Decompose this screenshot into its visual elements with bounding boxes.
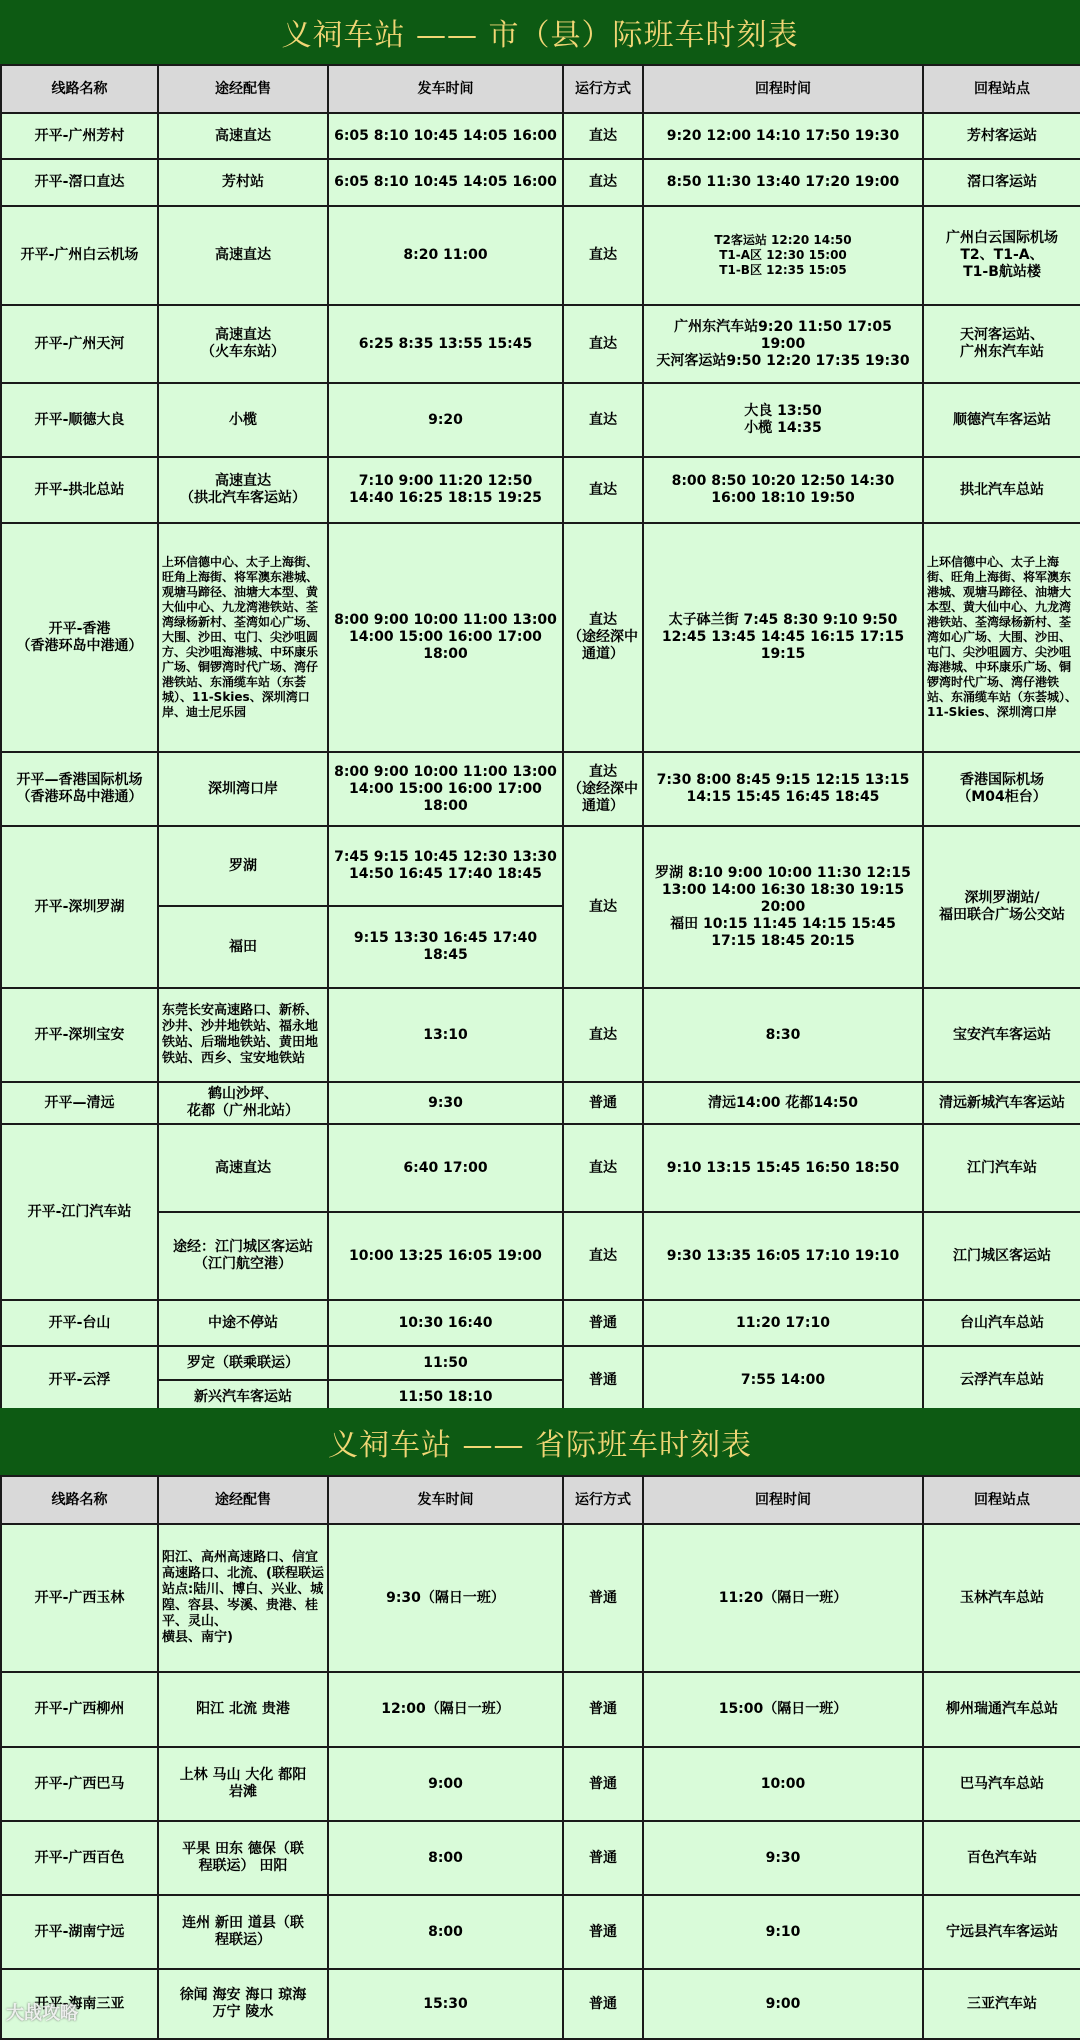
banner-title-intercity: 义祠车站 —— 市（县）际班车时刻表 xyxy=(281,18,799,53)
table-header-row xyxy=(1,1476,1080,1524)
return-stop: 上环信德中心、太子上海街、旺角上海街、将军澳东港城、观塘马蹄径、油塘大本型、黄大仙中心、九龙湾港铁站、荃湾绿杨新村、荃湾如心广场、大围、沙田、屯门、尖沙咀圆方、尖沙咀海港城、中环康乐广场、铜锣湾时代广场、湾仔港铁站、东涌缆车站（东荟城）、11-Skies、深圳湾口岸 xyxy=(923,523,1080,752)
via-stops: 高速直达 （火车东站） xyxy=(158,305,328,383)
via-stops: 平果 田东 德保（联 程联运） 田阳 xyxy=(158,1821,328,1895)
route-name: 开平-香港 （香港环岛中港通） xyxy=(1,523,158,752)
return-times: 8:50 11:30 13:40 17:20 19:00 xyxy=(643,159,923,206)
run-mode: 普通 xyxy=(563,1524,643,1672)
run-mode: 直达 xyxy=(563,826,643,988)
depart-times: 7:45 9:15 10:45 12:30 13:30 14:50 16:45 17:40 18:45 xyxy=(328,826,563,906)
intercity-timetable xyxy=(0,64,1080,1415)
depart-times: 6:40 17:00 xyxy=(328,1124,563,1212)
table-row xyxy=(1,523,1080,752)
depart-times: 6:25 8:35 13:55 15:45 xyxy=(328,305,563,383)
col-header-return: 回程时间 xyxy=(643,65,923,113)
return-times: 7:30 8:00 8:45 9:15 12:15 13:15 14:15 15:45 16:45 18:45 xyxy=(643,752,923,826)
return-stop: 清远新城汽车客运站 xyxy=(923,1082,1080,1124)
via-stops: 芳村站 xyxy=(158,159,328,206)
run-mode: 直达 xyxy=(563,159,643,206)
table-row xyxy=(1,1895,1080,1969)
return-stop: 深圳罗湖站/ 福田联合广场公交站 xyxy=(923,826,1080,988)
via-stops: 上环信德中心、太子上海街、旺角上海街、将军澳东港城、观塘马蹄径、油塘大本型、黄大仙中心、九龙湾港铁站、荃湾绿杨新村、荃湾如心广场、大围、沙田、屯门、尖沙咀圆方、尖沙咀海港城、中环康乐广场、铜锣湾时代广场、湾仔港铁站、东涌缆车站（东荟城）、11-Skies、深圳湾口岸、迪士尼乐园 xyxy=(158,523,328,752)
depart-times: 12:00（隔日一班） xyxy=(328,1672,563,1747)
table-row xyxy=(1,1212,1080,1300)
route-name: 开平-台山 xyxy=(1,1300,158,1346)
return-times: 罗湖 8:10 9:00 10:00 11:30 12:15 13:00 14:00 16:30 18:30 19:15 20:00 福田 10:15 11:45 14:15 15:45 17:15 18:45 20:15 xyxy=(643,826,923,988)
table-row xyxy=(1,1082,1080,1124)
route-name: 开平—香港国际机场 （香港环岛中港通） xyxy=(1,752,158,826)
return-stop: 百色汽车站 xyxy=(923,1821,1080,1895)
table-row xyxy=(1,206,1080,305)
run-mode: 普通 xyxy=(563,1300,643,1346)
return-stop: 滘口客运站 xyxy=(923,159,1080,206)
run-mode: 普通 xyxy=(563,1346,643,1414)
table-row xyxy=(1,1346,1080,1380)
depart-times: 15:30 xyxy=(328,1969,563,2039)
via-stops: 阳江 北流 贵港 xyxy=(158,1672,328,1747)
run-mode: 普通 xyxy=(563,1969,643,2039)
via-stops: 东莞长安高速路口、新桥、沙井、沙井地铁站、福永地铁站、后瑞地铁站、黄田地铁站、西乡、宝安地铁站 xyxy=(158,988,328,1082)
col-header-via: 途经配售 xyxy=(158,65,328,113)
col-header-mode: 运行方式 xyxy=(563,1476,643,1524)
via-stops: 福田 xyxy=(158,906,328,988)
return-times: 9:30 13:35 16:05 17:10 19:10 xyxy=(643,1212,923,1300)
return-times: 太子砵兰街 7:45 8:30 9:10 9:50 12:45 13:45 14:45 16:15 17:15 19:15 xyxy=(643,523,923,752)
return-times: 15:00（隔日一班） xyxy=(643,1672,923,1747)
run-mode: 直达 xyxy=(563,457,643,523)
depart-times: 13:10 xyxy=(328,988,563,1082)
via-stops: 中途不停站 xyxy=(158,1300,328,1346)
table-row xyxy=(1,1124,1080,1212)
run-mode: 普通 xyxy=(563,1895,643,1969)
col-header-stop: 回程站点 xyxy=(923,1476,1080,1524)
route-name: 开平—清远 xyxy=(1,1082,158,1124)
via-stops: 阳江、高州高速路口、信宜高速路口、北流、(联程联运站点:陆川、博白、兴业、城隍、容县、岑溪、贵港、桂平、灵山、 横县、南宁) xyxy=(158,1524,328,1672)
return-times: 9:10 13:15 15:45 16:50 18:50 xyxy=(643,1124,923,1212)
run-mode: 直达 xyxy=(563,206,643,305)
route-name: 开平-深圳宝安 xyxy=(1,988,158,1082)
route-name: 开平-拱北总站 xyxy=(1,457,158,523)
return-times: 11:20（隔日一班） xyxy=(643,1524,923,1672)
route-name: 开平-广西玉林 xyxy=(1,1524,158,1672)
route-name: 开平-广西巴马 xyxy=(1,1747,158,1821)
depart-times: 6:05 8:10 10:45 14:05 16:00 xyxy=(328,159,563,206)
return-times: 大良 13:50 小榄 14:35 xyxy=(643,383,923,457)
return-stop: 宁远县汽车客运站 xyxy=(923,1895,1080,1969)
return-stop: 巴马汽车总站 xyxy=(923,1747,1080,1821)
return-times: 8:30 xyxy=(643,988,923,1082)
return-stop: 广州白云国际机场 T2、T1-A、 T1-B航站楼 xyxy=(923,206,1080,305)
route-name: 开平-顺德大良 xyxy=(1,383,158,457)
depart-times: 9:30（隔日一班） xyxy=(328,1524,563,1672)
via-stops: 上林 马山 大化 都阳 岩滩 xyxy=(158,1747,328,1821)
depart-times: 7:10 9:00 11:20 12:50 14:40 16:25 18:15 19:25 xyxy=(328,457,563,523)
col-header-return: 回程时间 xyxy=(643,1476,923,1524)
route-name: 开平-广州芳村 xyxy=(1,113,158,159)
run-mode: 直达 xyxy=(563,1124,643,1212)
table-row xyxy=(1,1821,1080,1895)
run-mode: 直达 （途经深中 通道） xyxy=(563,752,643,826)
depart-times: 8:00 9:00 10:00 11:00 13:00 14:00 15:00 16:00 17:00 18:00 xyxy=(328,752,563,826)
col-header-route: 线路名称 xyxy=(1,1476,158,1524)
via-stops: 深圳湾口岸 xyxy=(158,752,328,826)
return-stop: 云浮汽车总站 xyxy=(923,1346,1080,1414)
depart-times: 8:00 xyxy=(328,1895,563,1969)
banner-title-interprovincial: 义祠车站 —— 省际班车时刻表 xyxy=(327,1427,753,1463)
col-header-depart: 发车时间 xyxy=(328,65,563,113)
table-row xyxy=(1,826,1080,906)
banner-interprovincial xyxy=(0,1408,1080,1475)
return-stop: 香港国际机场 （M04柜台） xyxy=(923,752,1080,826)
run-mode: 普通 xyxy=(563,1821,643,1895)
table-row xyxy=(1,752,1080,826)
depart-times: 11:50 18:10 xyxy=(328,1380,563,1414)
banner-intercity xyxy=(0,0,1080,64)
table-row xyxy=(1,1672,1080,1747)
return-stop: 台山汽车总站 xyxy=(923,1300,1080,1346)
return-times: 清远14:00 花都14:50 xyxy=(643,1082,923,1124)
table-row xyxy=(1,1747,1080,1821)
return-stop: 宝安汽车客运站 xyxy=(923,988,1080,1082)
via-stops: 鹤山沙坪、 花都（广州北站） xyxy=(158,1082,328,1124)
return-times: 9:30 xyxy=(643,1821,923,1895)
col-header-depart: 发车时间 xyxy=(328,1476,563,1524)
return-stop: 拱北汽车总站 xyxy=(923,457,1080,523)
return-times: 7:55 14:00 xyxy=(643,1346,923,1414)
via-stops: 连州 新田 道县（联 程联运） xyxy=(158,1895,328,1969)
return-times: 9:20 12:00 14:10 17:50 19:30 xyxy=(643,113,923,159)
return-stop: 天河客运站、 广州东汽车站 xyxy=(923,305,1080,383)
depart-times: 9:00 xyxy=(328,1747,563,1821)
return-stop: 三亚汽车站 xyxy=(923,1969,1080,2039)
col-header-stop: 回程站点 xyxy=(923,65,1080,113)
run-mode: 直达 xyxy=(563,1212,643,1300)
run-mode: 普通 xyxy=(563,1082,643,1124)
route-name: 开平-广州白云机场 xyxy=(1,206,158,305)
return-stop: 柳州瑞通汽车总站 xyxy=(923,1672,1080,1747)
depart-times: 8:20 11:00 xyxy=(328,206,563,305)
via-stops: 徐闻 海安 海口 琼海 万宁 陵水 xyxy=(158,1969,328,2039)
return-times: 广州东汽车站9:20 11:50 17:05 19:00 天河客运站9:50 12:20 17:35 19:30 xyxy=(643,305,923,383)
route-name: 开平-云浮 xyxy=(1,1346,158,1414)
route-name: 开平-广西柳州 xyxy=(1,1672,158,1747)
depart-times: 6:05 8:10 10:45 14:05 16:00 xyxy=(328,113,563,159)
run-mode: 直达 xyxy=(563,305,643,383)
col-header-route: 线路名称 xyxy=(1,65,158,113)
table-row xyxy=(1,1524,1080,1672)
table-row xyxy=(1,113,1080,159)
depart-times: 10:00 13:25 16:05 19:00 xyxy=(328,1212,563,1300)
via-stops: 高速直达 （拱北汽车客运站） xyxy=(158,457,328,523)
return-times: 11:20 17:10 xyxy=(643,1300,923,1346)
route-name: 开平-滘口直达 xyxy=(1,159,158,206)
via-stops: 新兴汽车客运站 xyxy=(158,1380,328,1414)
depart-times: 9:30 xyxy=(328,1082,563,1124)
watermark-logo: 大战攻略 xyxy=(6,2003,78,2024)
return-times: T2客运站 12:20 14:50 T1-A区 12:30 15:00 T1-B区 12:35 15:05 xyxy=(643,206,923,305)
via-stops: 途经：江门城区客运站 （江门航空港） xyxy=(158,1212,328,1300)
run-mode: 直达 （途经深中 通道） xyxy=(563,523,643,752)
route-name: 开平-广西百色 xyxy=(1,1821,158,1895)
return-stop: 玉林汽车总站 xyxy=(923,1524,1080,1672)
return-stop: 江门城区客运站 xyxy=(923,1212,1080,1300)
via-stops: 高速直达 xyxy=(158,1124,328,1212)
route-name: 开平-广州天河 xyxy=(1,305,158,383)
table-row xyxy=(1,305,1080,383)
depart-times: 8:00 9:00 10:00 11:00 13:00 14:00 15:00 16:00 17:00 18:00 xyxy=(328,523,563,752)
table-row xyxy=(1,457,1080,523)
run-mode: 直达 xyxy=(563,988,643,1082)
route-name: 开平-江门汽车站 xyxy=(1,1124,158,1300)
return-stop: 芳村客运站 xyxy=(923,113,1080,159)
run-mode: 普通 xyxy=(563,1747,643,1821)
via-stops: 高速直达 xyxy=(158,206,328,305)
return-times: 10:00 xyxy=(643,1747,923,1821)
table-row xyxy=(1,383,1080,457)
depart-times: 8:00 xyxy=(328,1821,563,1895)
via-stops: 罗定（联乘联运） xyxy=(158,1346,328,1380)
route-name: 开平-海南三亚 xyxy=(1,1969,158,2039)
table-header-row xyxy=(1,65,1080,113)
col-header-mode: 运行方式 xyxy=(563,65,643,113)
via-stops: 小榄 xyxy=(158,383,328,457)
return-stop: 顺德汽车客运站 xyxy=(923,383,1080,457)
depart-times: 9:20 xyxy=(328,383,563,457)
depart-times: 10:30 16:40 xyxy=(328,1300,563,1346)
via-stops: 高速直达 xyxy=(158,113,328,159)
via-stops: 罗湖 xyxy=(158,826,328,906)
return-stop: 江门汽车站 xyxy=(923,1124,1080,1212)
depart-times: 11:50 xyxy=(328,1346,563,1380)
interprovincial-timetable xyxy=(0,1475,1080,2040)
run-mode: 直达 xyxy=(563,113,643,159)
return-times: 8:00 8:50 10:20 12:50 14:30 16:00 18:10 19:50 xyxy=(643,457,923,523)
return-times: 9:10 xyxy=(643,1895,923,1969)
table-row xyxy=(1,159,1080,206)
depart-times: 9:15 13:30 16:45 17:40 18:45 xyxy=(328,906,563,988)
run-mode: 普通 xyxy=(563,1672,643,1747)
col-header-via: 途经配售 xyxy=(158,1476,328,1524)
route-name: 开平-深圳罗湖 xyxy=(1,826,158,988)
route-name: 开平-湖南宁远 xyxy=(1,1895,158,1969)
table-row xyxy=(1,1300,1080,1346)
table-row xyxy=(1,988,1080,1082)
return-times: 9:00 xyxy=(643,1969,923,2039)
run-mode: 直达 xyxy=(563,383,643,457)
